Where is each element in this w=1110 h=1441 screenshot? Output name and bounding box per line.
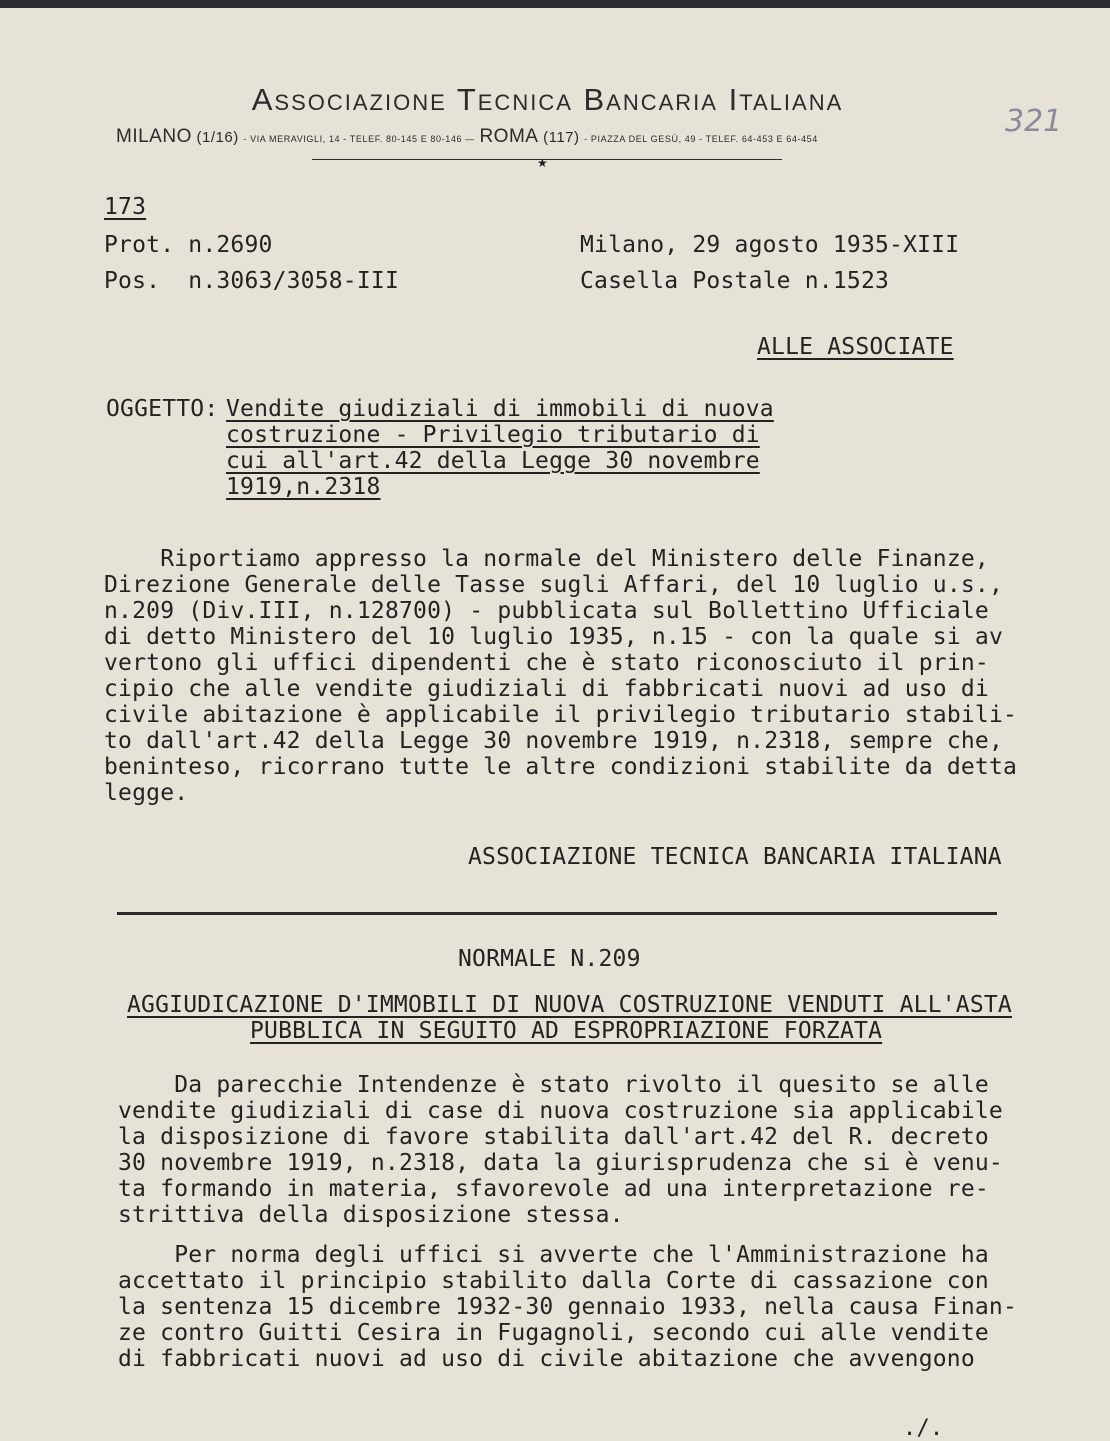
milano-code: (1/16) [196,129,239,146]
roma-code: (117) [543,129,580,146]
subject-line: cui all'art.42 della Legge 30 novembre [226,448,760,474]
position-number: Pos. n.3063/3058-III [104,268,399,294]
normale-paragraph-line: strittiva della disposizione stessa. [118,1202,624,1228]
normale-paragraph-line: 30 novembre 1919, n.2318, data la giurisprudenza che si è venu- [118,1150,1003,1176]
subject-label: OGGETTO: [106,396,219,422]
body-line: Riportiamo appresso la normale del Ministero delle Finanze, [104,546,989,572]
subject-line: 1919,n.2318 [226,474,381,500]
normale-paragraph-line: la sentenza 15 dicembre 1932-30 gennaio 1933, nella causa Finan- [118,1294,1018,1320]
subject-line: costruzione - Privilegio tributario di [226,422,760,448]
top-dark-border [0,0,1110,8]
normale-paragraph-line: ta formando in materia, sfavorevole ad una interpretazione re- [118,1176,989,1202]
normale-title-line: AGGIUDICAZIONE D'IMMOBILI DI NUOVA COSTRUZIONE VENDUTI ALL'ASTA [127,992,1012,1018]
body-line: beninteso, ricorrano tutte le altre condizioni stabilite da detta [104,754,1018,780]
normale-paragraph-line: vendite giudiziali di case di nuova costruzione sia applicabile [118,1098,1003,1124]
body-line: to dall'art.42 della Legge 30 novembre 1919, n.2318, sempre che, [104,728,1004,754]
letter-date: Milano, 29 agosto 1935-XIII [580,232,960,258]
continuation-mark: ./. [903,1416,944,1441]
section-divider [117,912,997,915]
subject-line: Vendite giudiziali di immobili di nuova [226,396,774,422]
letterhead-star-icon: ★ [537,156,548,170]
normale-paragraph-line: Per norma degli uffici si avverte che l'Amministrazione ha [118,1242,989,1268]
reference-number: 173 [104,194,147,220]
body-line: legge. [104,780,189,806]
normale-paragraph-line: di fabbricati nuovi ad uso di civile abitazione che avvengono [118,1346,975,1372]
normale-paragraph-line: ze contro Guitti Cesira in Fugagnoli, secondo cui alle vendite [118,1320,989,1346]
letterhead-address [116,126,818,148]
letterhead-title: Associazione Tecnica Bancaria Italiana [251,82,844,117]
body-line: civile abitazione è applicabile il privilegio tributario stabili- [104,702,1018,728]
normale-title-line: PUBBLICA IN SEGUITO AD ESPROPRIAZIONE FORZATA [250,1018,883,1044]
body-line: cipio che alle vendite giudiziali di fabbricati nuovi ad uso di [104,676,989,702]
po-box: Casella Postale n.1523 [580,268,890,294]
protocol-number: Prot. n.2690 [104,232,273,258]
letter-page [0,8,1110,1440]
body-line: di detto Ministero del 10 luglio 1935, n.15 - con la quale si av [104,624,1004,650]
body-line: Direzione Generale delle Tasse sugli Affari, del 10 luglio u.s., [104,572,1004,598]
roma-city: ROMA [479,126,539,147]
recipient: ALLE ASSOCIATE [757,334,954,360]
milano-city: MILANO [116,126,192,147]
normale-paragraph-line: Da parecchie Intendenze è stato rivolto il quesito se alle [118,1072,989,1098]
signature: ASSOCIAZIONE TECNICA BANCARIA ITALIANA [468,844,1002,870]
handwritten-page-number: 321 [1005,104,1063,139]
normale-paragraph-line: accettato il principio stabilito dalla Corte di cassazione con [118,1268,989,1294]
body-line: vertono gli uffici dipendenti che è stato riconosciuto il prin- [104,650,989,676]
body-line: n.209 (Div.III, n.128700) - pubblicata sul Bollettino Ufficiale [104,598,989,624]
milano-address: - VIA MERAVIGLI, 14 - TELEF. 80-145 E 80-146 — [243,134,475,144]
normale-paragraph-line: la disposizione di favore stabilita dall'art.42 del R. decreto [118,1124,989,1150]
normale-heading: NORMALE N.209 [458,946,641,972]
roma-address: - PIAZZA DEL GESÙ, 49 - TELEF. 64-453 E 64-454 [584,134,818,144]
